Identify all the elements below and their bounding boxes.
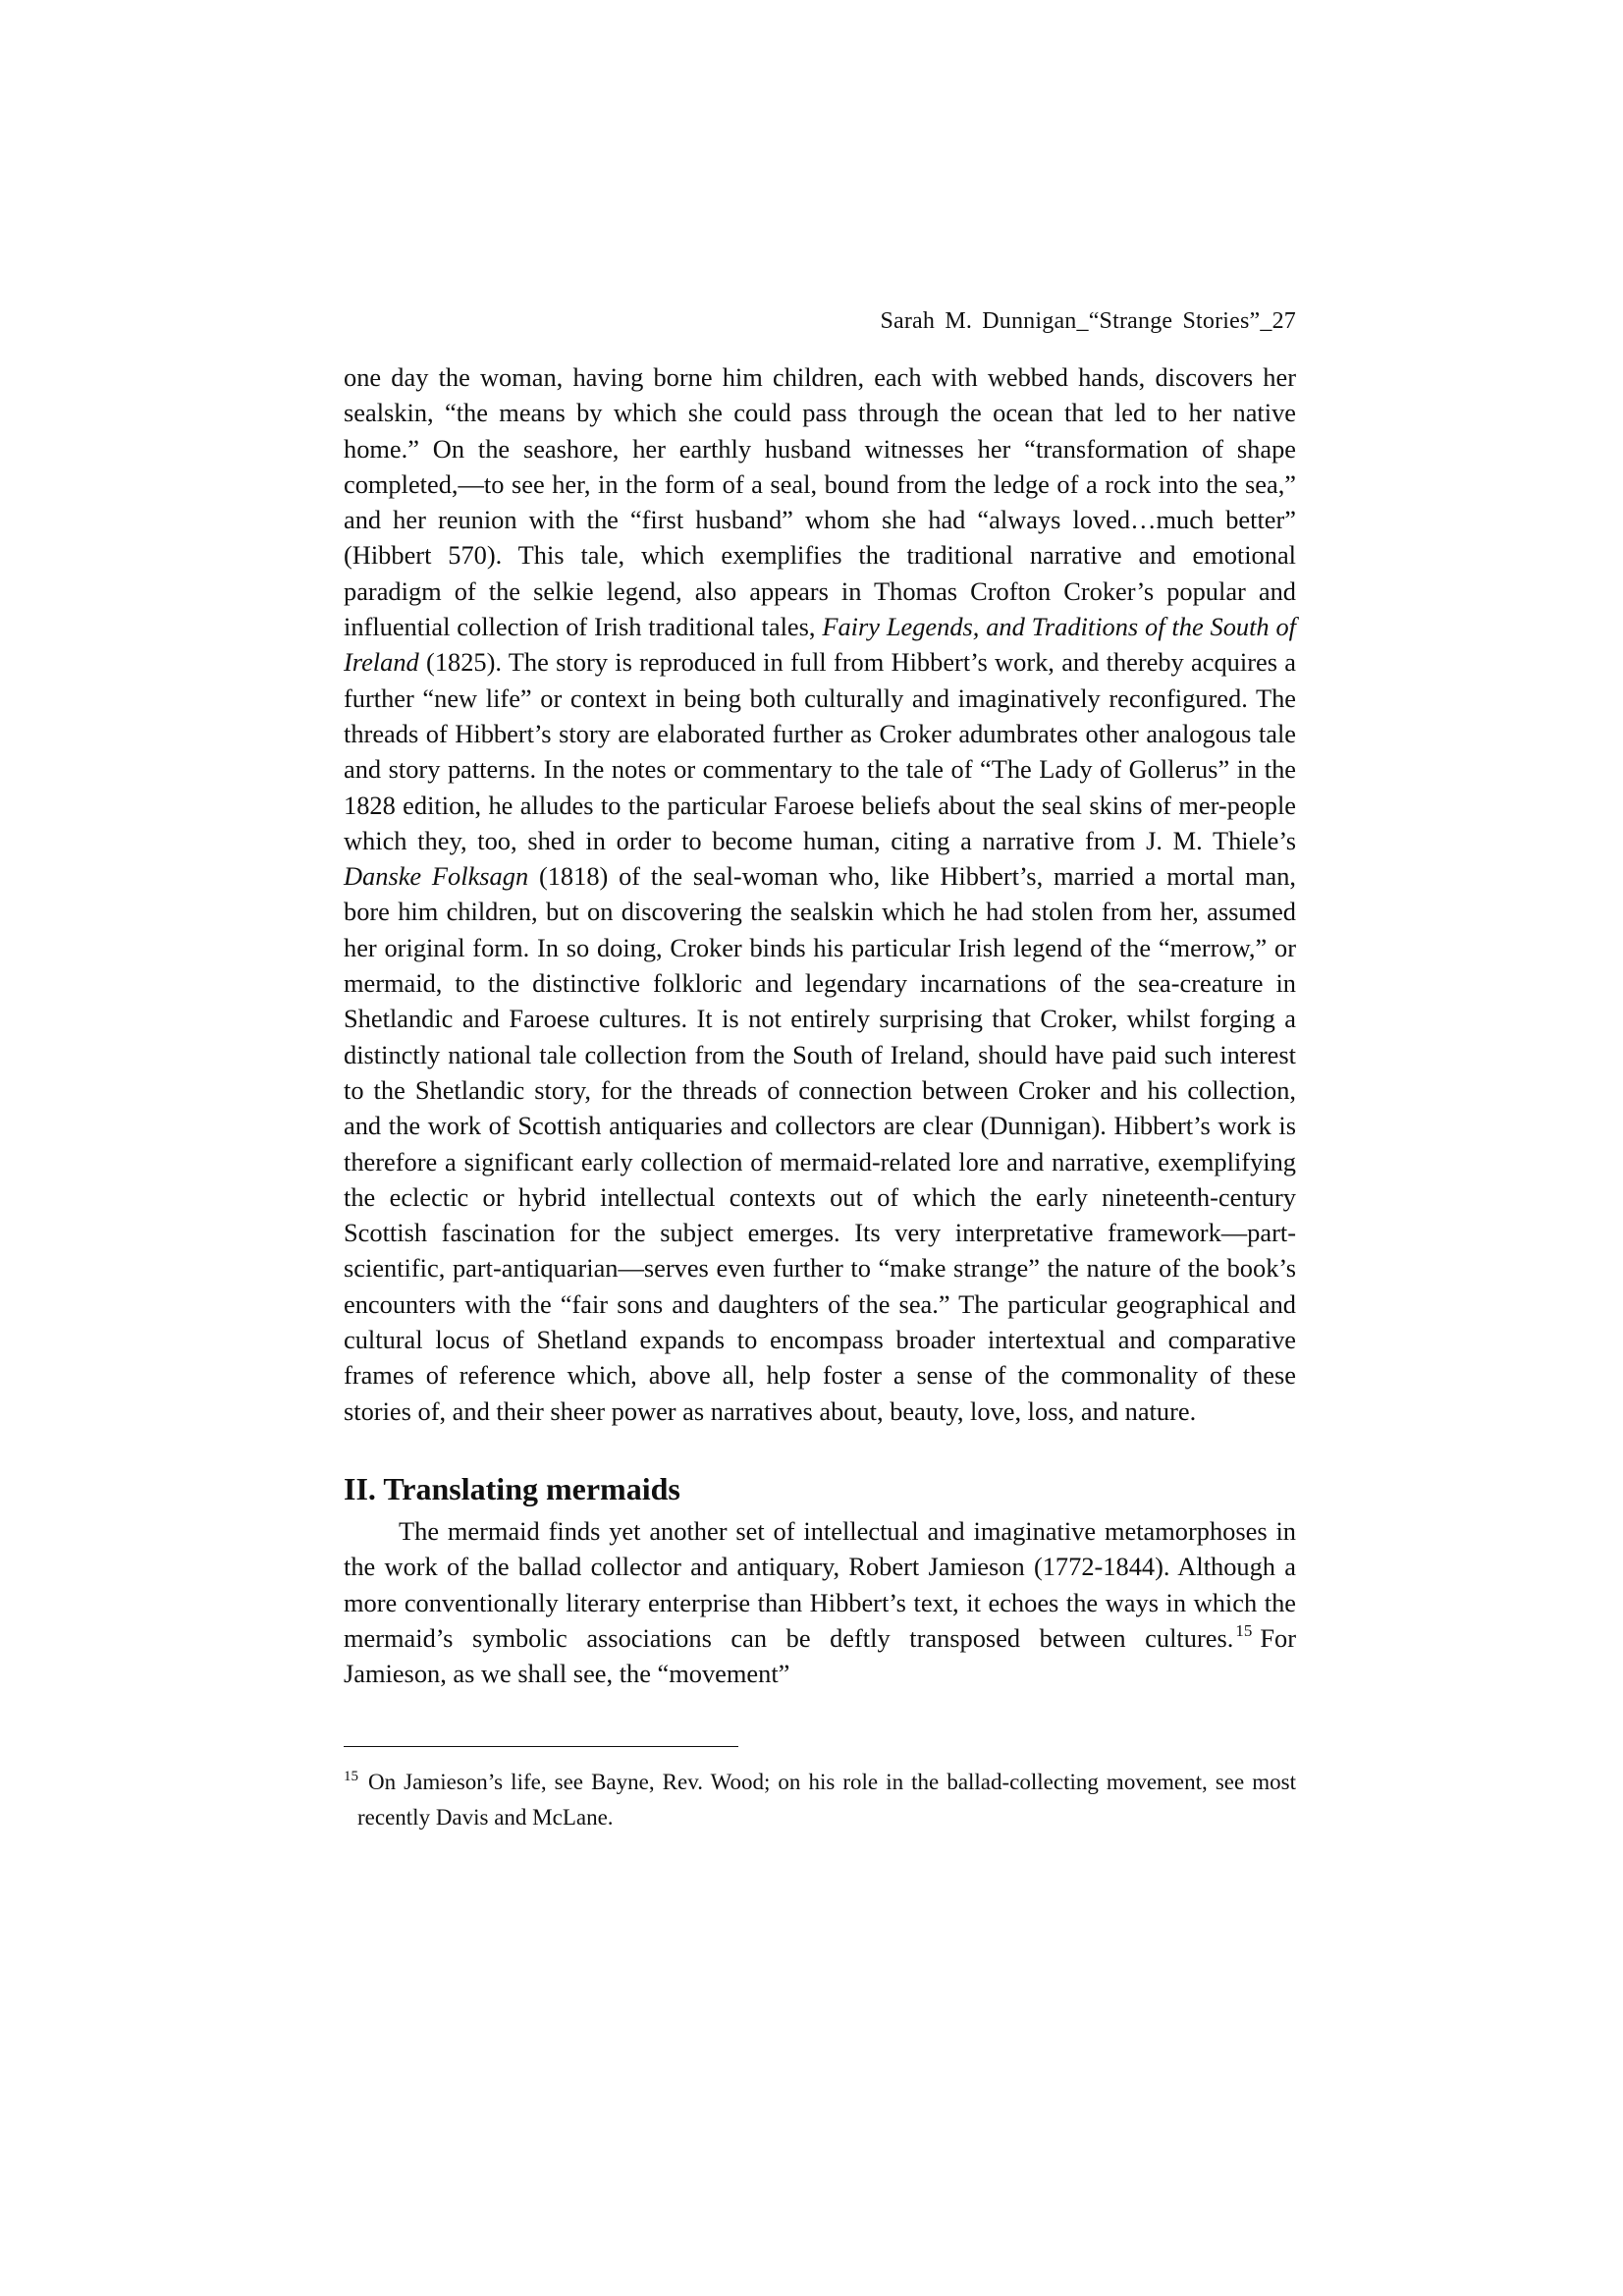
section-heading: II. Translating mermaids <box>344 1470 680 1506</box>
paragraph-text: For Jamieson, as we shall see, the “movement” <box>344 1622 1296 1689</box>
paragraph-text: (1825). The story is reproduced in full from Hibbert’s work, and thereby acquires a further “new life” or context in being both culturally and imaginatively reconfigured. The threads of Hibbert’s story are elaborated further as Croker adumbrates other analogous tale and story patterns. In the notes or commentary to the tale of “The Lady of Gollerus” in the 1828 edition, he alludes to the particular Faroese beliefs about the seal skins of mer-people which they, too, shed in order to become human, citing a narrative from J. M. Thiele’s <box>344 647 1296 855</box>
footnote-text: On Jamieson’s life, see Bayne, Rev. Wood; on his role in the ballad-collecting movement, see most recently Davis and McLane. <box>357 1770 1296 1831</box>
footnote-divider <box>344 1746 738 1747</box>
paragraph-text: one day the woman, having borne him children, each with webbed hands, discovers her sealskin, “the means by which she could pass through the ocean that led to her native home.” On the seashore, her earthly husband witnesses her “transformation of shape completed,—to see her, in the form of a seal, bound from the ledge of a rock into the sea,” and her reunion with the “first husband” whom she had “always loved…much better” (Hibbert 570). This tale, which exemplifies the traditional narrative and emotional paradigm of the selkie legend, also appears in Thomas Crofton Croker’s popular and influential collection of Irish traditional tales, <box>344 362 1296 642</box>
paragraph-text: (1818) of the seal-woman who, like Hibbert’s, married a mortal man, bore him children, but on discovering the sealskin which he had stolen from her, assumed her original form. In so doing, Croker binds his particular Irish legend of the “merrow,” or mermaid, to the distinctive folkloric and legendary incarnations of the sea-creature in Shetlandic and Faroese cultures. It is not entirely surprising that Croker, whilst forging a distinctly national tale collection from the South of Ireland, should have paid such interest to the Shetlandic story, for the threads of connection between Croker and his collection, and the work of Scottish antiquaries and collectors are clear (Dunnigan). Hibbert’s work is therefore a significant early collection of mermaid-related lore and narrative, exemplifying the eclectic or hybrid intellectual contexts out of which the early nineteenth-century Scottish fascination for the subject emerges. Its very interpretative framework—part-scientific, part-antiquarian—serves even further to “make strange” the nature of the book’s encounters with the “fair sons and daughters of the sea.” The particular geographical and cultural locus of Shetland expands to encompass broader intertextual and comparative frames of reference which, above all, help foster a sense of the commonality of these stories of, and their sheer power as narratives about, beauty, love, loss, and nature. <box>344 861 1296 1426</box>
paragraph-text: The mermaid finds yet another set of intellectual and imaginative metamorphoses in the work of the ballad collector and antiquary, Robert Jamieson (1772-1844). Although a more conventionally literary enterprise than Hibbert’s text, it echoes the ways in which the mermaid’s symbolic associations can be deftly transposed between cultures. <box>344 1515 1296 1653</box>
body-paragraph <box>344 359 1296 1429</box>
footnote-number: 15 <box>344 1769 358 1785</box>
page-body <box>344 359 1296 1835</box>
book-title: Danske Folksagn <box>344 861 529 892</box>
footnote <box>344 1765 1296 1835</box>
body-paragraph <box>344 1513 1296 1691</box>
footnote-reference[interactable]: 15 <box>1235 1620 1253 1640</box>
book-title: Fairy Legends, and Traditions of the South of Ireland <box>344 612 1296 678</box>
running-header: Sarah M. Dunnigan_“Strange Stories”_27 <box>880 308 1296 334</box>
